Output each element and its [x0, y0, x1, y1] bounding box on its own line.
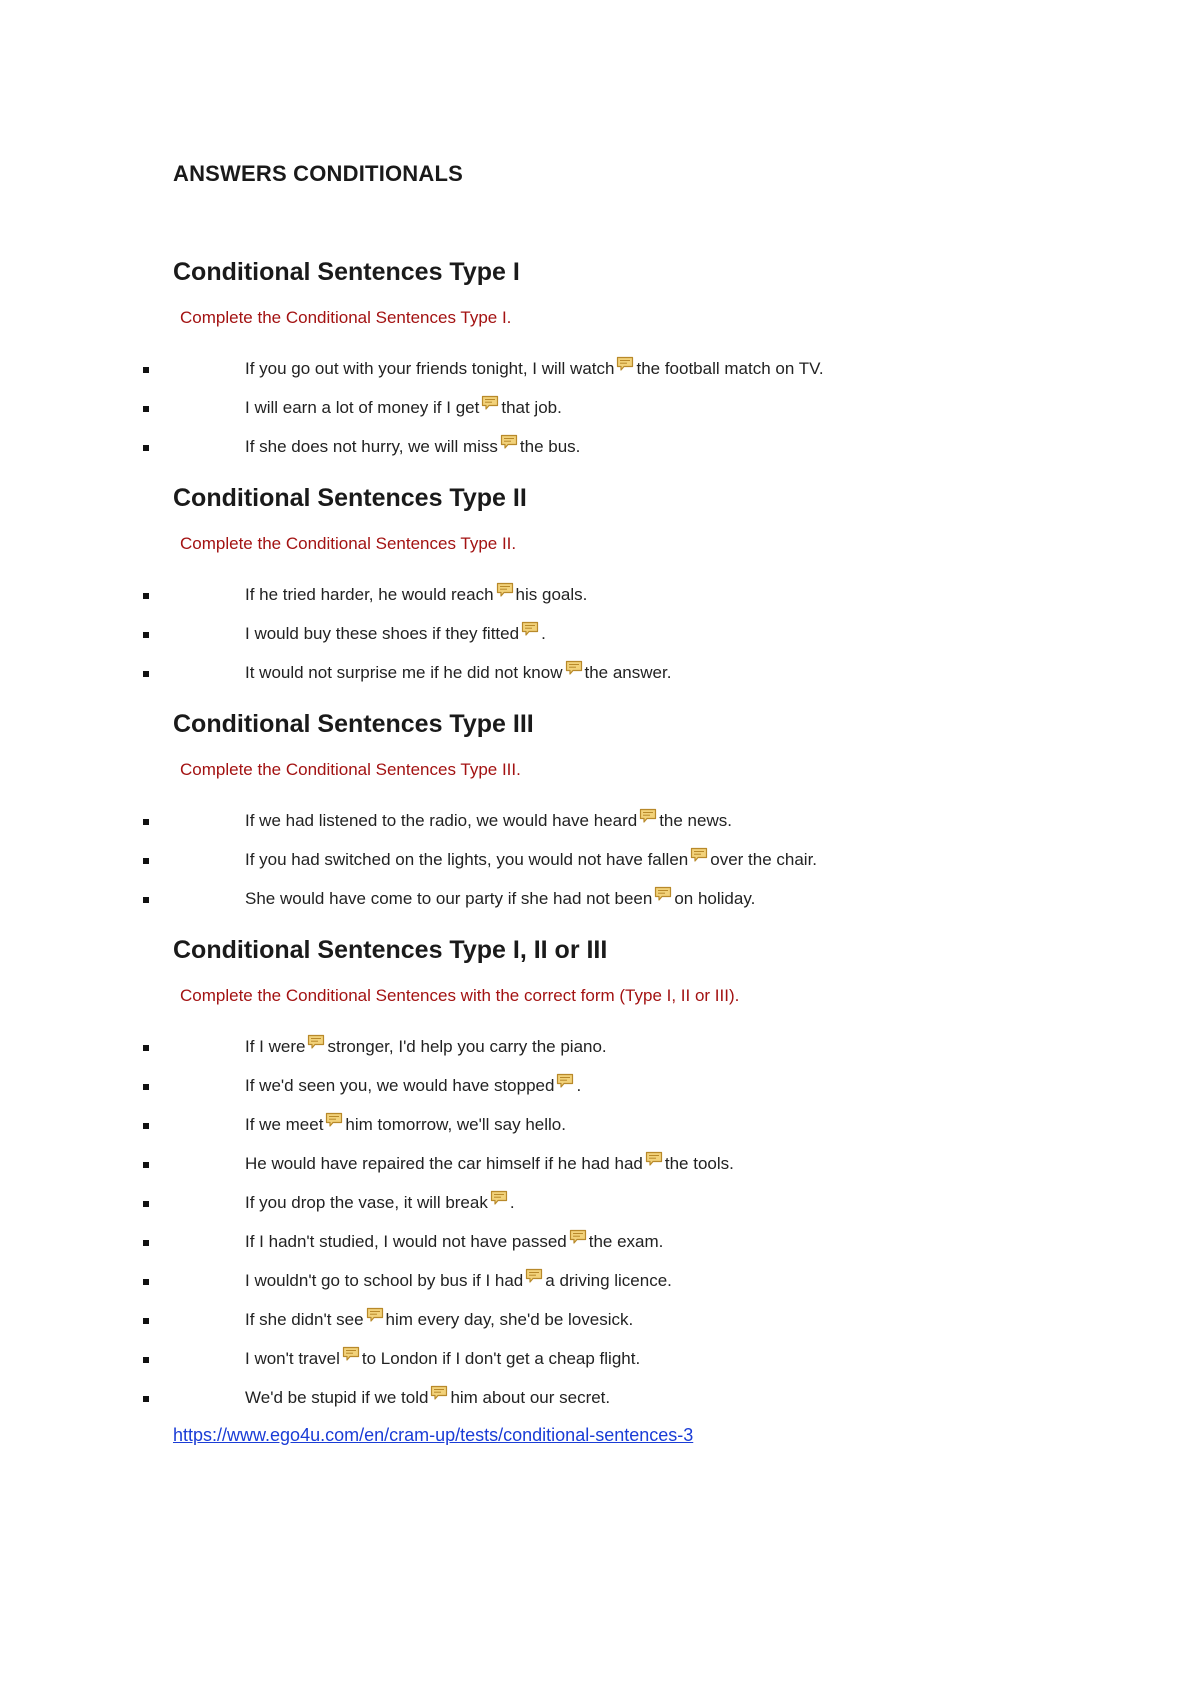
- speech-bubble-icon[interactable]: [556, 1071, 574, 1087]
- list-item: [0, 1385, 1200, 1415]
- speech-bubble-icon[interactable]: [496, 580, 514, 596]
- bullet: [143, 1318, 149, 1324]
- speech-bubble-icon[interactable]: [307, 1032, 325, 1048]
- item-text-before: If you drop the vase, it will break: [245, 1193, 488, 1212]
- list-item: [0, 886, 1200, 916]
- list-item: [0, 1268, 1200, 1298]
- item-text-after: the football match on TV.: [636, 359, 824, 378]
- item-text-before: I won't travel: [245, 1349, 340, 1368]
- item-text-after: .: [576, 1076, 582, 1095]
- item-text-before: I will earn a lot of money if I get: [245, 398, 480, 417]
- list-item: [0, 1073, 1200, 1103]
- speech-bubble-icon[interactable]: [654, 884, 672, 900]
- speech-bubble-icon[interactable]: [481, 393, 499, 409]
- item-text-before: We'd be stupid if we told: [245, 1388, 429, 1407]
- item-text-after: on holiday.: [674, 889, 756, 908]
- section-heading: Conditional Sentences Type III: [173, 710, 534, 738]
- item-text-before: If I were: [245, 1037, 306, 1056]
- source-link[interactable]: https://www.ego4u.com/en/cram-up/tests/conditional-sentences-3: [173, 1425, 694, 1445]
- item-text-before: If you had switched on the lights, you would not have fallen: [245, 850, 689, 869]
- speech-bubble-icon[interactable]: [645, 1149, 663, 1165]
- bullet: [143, 1123, 149, 1129]
- section-instruction: Complete the Conditional Sentences with the correct form (Type I, II or III).: [180, 986, 740, 1005]
- item-text-before: If he tried harder, he would reach: [245, 585, 494, 604]
- bullet: [143, 671, 149, 677]
- speech-bubble-icon[interactable]: [569, 1227, 587, 1243]
- item-text-before: If we'd seen you, we would have stopped: [245, 1076, 555, 1095]
- list-item: [0, 434, 1200, 464]
- bullet: [143, 897, 149, 903]
- item-text-before: She would have come to our party if she had not been: [245, 889, 653, 908]
- item-text-after: the news.: [659, 811, 732, 830]
- list-item: [0, 847, 1200, 877]
- item-text-before: If she didn't see: [245, 1310, 364, 1329]
- section-heading: Conditional Sentences Type II: [173, 484, 527, 512]
- item-text-before: If you go out with your friends tonight, I will watch: [245, 359, 615, 378]
- item-text-after: to London if I don't get a cheap flight.: [361, 1349, 641, 1368]
- bullet: [143, 593, 149, 599]
- list-item: [0, 1307, 1200, 1337]
- speech-bubble-icon[interactable]: [366, 1305, 384, 1321]
- speech-bubble-icon[interactable]: [690, 845, 708, 861]
- item-text-after: stronger, I'd help you carry the piano.: [327, 1037, 607, 1056]
- section-heading: Conditional Sentences Type I: [173, 258, 520, 286]
- speech-bubble-icon[interactable]: [430, 1383, 448, 1399]
- bullet: [143, 1162, 149, 1168]
- list-item: [0, 1229, 1200, 1259]
- bullet: [143, 1396, 149, 1402]
- list-item: [0, 660, 1200, 690]
- list-item: [0, 1151, 1200, 1181]
- section-instruction: Complete the Conditional Sentences Type III.: [180, 760, 521, 779]
- speech-bubble-icon[interactable]: [616, 354, 634, 370]
- bullet: [143, 819, 149, 825]
- speech-bubble-icon[interactable]: [342, 1344, 360, 1360]
- item-text-before: I wouldn't go to school by bus if I had: [245, 1271, 524, 1290]
- list-item: [0, 1112, 1200, 1142]
- item-text-before: If she does not hurry, we will miss: [245, 437, 498, 456]
- item-text-before: If we meet: [245, 1115, 324, 1134]
- item-text-before: I would buy these shoes if they fitted: [245, 624, 520, 643]
- bullet: [143, 1084, 149, 1090]
- item-text-after: him tomorrow, we'll say hello.: [345, 1115, 566, 1134]
- bullet: [143, 445, 149, 451]
- list-item: [0, 808, 1200, 838]
- list-item: [0, 356, 1200, 386]
- bullet: [143, 1357, 149, 1363]
- item-text-after: the exam.: [588, 1232, 664, 1251]
- bullet: [143, 1201, 149, 1207]
- item-text-after: over the chair.: [710, 850, 818, 869]
- bullet: [143, 1279, 149, 1285]
- item-text-after: .: [509, 1193, 515, 1212]
- item-text-after: .: [541, 624, 546, 643]
- speech-bubble-icon[interactable]: [565, 658, 583, 674]
- item-text-after: a driving licence.: [545, 1271, 672, 1290]
- item-text-before: It would not surprise me if he did not know: [245, 663, 563, 682]
- section-instruction: Complete the Conditional Sentences Type I.: [180, 308, 512, 327]
- item-text-before: If we had listened to the radio, we would have heard: [245, 811, 638, 830]
- list-item: [0, 621, 1200, 651]
- item-text-after: the tools.: [664, 1154, 734, 1173]
- list-item: [0, 395, 1200, 425]
- item-text-after: him every day, she'd be lovesick.: [385, 1310, 634, 1329]
- speech-bubble-icon[interactable]: [639, 806, 657, 822]
- item-text-after: the answer.: [584, 663, 672, 682]
- item-text-before: He would have repaired the car himself if he had had: [245, 1154, 643, 1173]
- speech-bubble-icon[interactable]: [521, 619, 539, 635]
- section-instruction: Complete the Conditional Sentences Type II.: [180, 534, 517, 553]
- item-text-after: him about our secret.: [450, 1388, 611, 1407]
- speech-bubble-icon[interactable]: [500, 432, 518, 448]
- item-text-after: that job.: [501, 398, 562, 417]
- list-item: [0, 582, 1200, 612]
- speech-bubble-icon[interactable]: [325, 1110, 343, 1126]
- list-item: [0, 1034, 1200, 1064]
- section-heading: Conditional Sentences Type I, II or III: [173, 936, 608, 964]
- bullet: [143, 1240, 149, 1246]
- page-title: ANSWERS CONDITIONALS: [173, 161, 463, 186]
- item-text-after: the bus.: [519, 437, 581, 456]
- speech-bubble-icon[interactable]: [490, 1188, 508, 1204]
- item-text-before: If I hadn't studied, I would not have passed: [245, 1232, 567, 1251]
- list-item: [0, 1346, 1200, 1376]
- bullet: [143, 367, 149, 373]
- item-text-after: his goals.: [515, 585, 588, 604]
- bullet: [143, 406, 149, 412]
- bullet: [143, 858, 149, 864]
- bullet: [143, 1045, 149, 1051]
- list-item: [0, 1190, 1200, 1220]
- speech-bubble-icon[interactable]: [525, 1266, 543, 1282]
- bullet: [143, 632, 149, 638]
